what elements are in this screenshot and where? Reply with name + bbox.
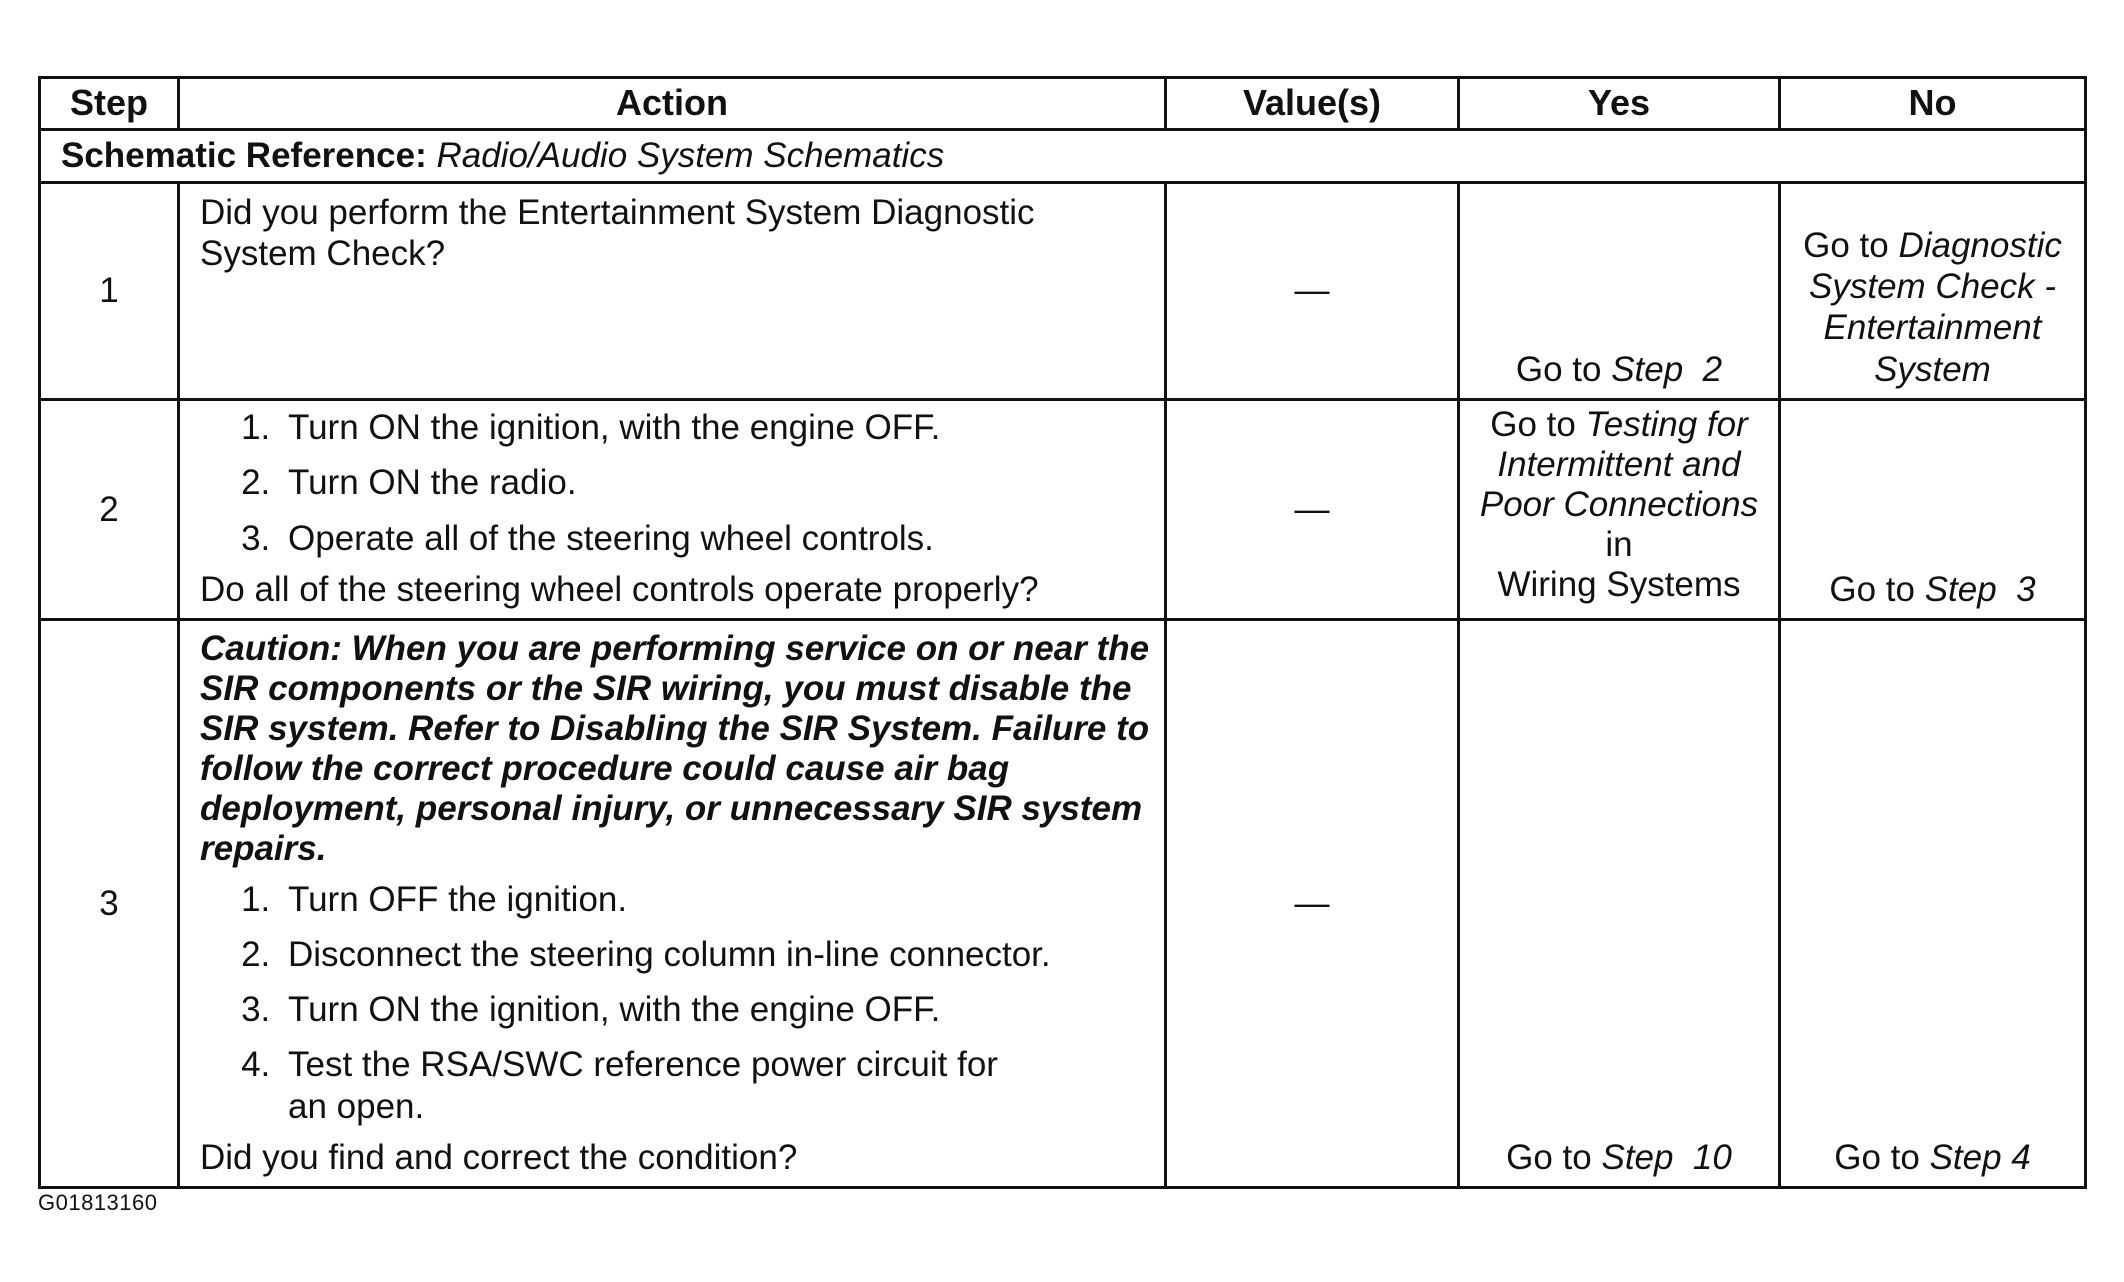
diagnostic-table (38, 76, 2087, 1189)
action-steps-list (200, 879, 1150, 1127)
yes-link[interactable]: Testing for Intermittent and Poor Connections (1479, 405, 1759, 524)
schematic-reference-row (40, 130, 2086, 183)
action-question: Do all of the steering wheel controls operate properly? (200, 569, 1039, 609)
header-values: Value(s) (1166, 78, 1459, 130)
yes-prefix: Go to (1506, 1138, 1592, 1178)
yes-tail: Wiring Systems (1497, 564, 1741, 604)
action-cell (179, 183, 1166, 400)
header-action: Action (179, 78, 1166, 130)
yes-cell (1459, 620, 1780, 1188)
no-cell (1780, 183, 2086, 400)
schematic-reference (40, 130, 2086, 183)
table-row (40, 620, 2086, 1188)
step-number: 1 (40, 183, 179, 400)
figure-id: G01813160 (38, 1190, 158, 1215)
value-cell: — (1166, 400, 1459, 620)
yes-cell (1459, 183, 1780, 400)
step-number: 3 (40, 620, 179, 1188)
value-cell: — (1166, 620, 1459, 1188)
no-link[interactable]: Step 3 (1924, 569, 2036, 609)
action-step-item: 3. Operate all of the steering wheel controls. (280, 518, 1150, 559)
action-step-item: 1. Turn ON the ignition, with the engine OFF. (280, 407, 1150, 448)
action-step-item: 1. Turn OFF the ignition. (280, 879, 1150, 920)
action-question: Did you perform the Entertainment System Diagnostic System Check? (200, 193, 1035, 274)
action-step-item: 4. Test the RSA/SWC reference power circuit for an open. (280, 1044, 1028, 1127)
no-cell (1780, 620, 2086, 1188)
header-yes: Yes (1459, 78, 1780, 130)
yes-link[interactable]: Step 10 (1601, 1138, 1732, 1178)
no-link[interactable]: Diagnostic System Check - Entertainment System (1809, 225, 2062, 389)
caution-text: Caution: When you are performing service on or near the SIR components or the SIR wiring, you must disable the SIR system. Refer to Disabling the SIR System. Failure to follow the correct procedure could cause air bag deployment, personal injury, or unnecessary SIR system repairs. (200, 629, 1150, 868)
no-prefix: Go to (1803, 225, 1889, 265)
schematic-reference-label: Schematic Reference: (61, 136, 427, 176)
header-row (40, 78, 2086, 130)
no-cell (1780, 400, 2086, 620)
yes-prefix: Go to (1515, 349, 1602, 389)
yes-cell (1459, 400, 1780, 620)
action-cell (179, 400, 1166, 620)
yes-link[interactable]: Step 2 (1611, 349, 1723, 389)
yes-mid: in (1605, 524, 1633, 564)
no-prefix: Go to (1829, 569, 1915, 609)
no-link[interactable]: Step 4 (1929, 1138, 2031, 1178)
header-step: Step (40, 78, 179, 130)
no-prefix: Go to (1834, 1138, 1920, 1178)
schematic-reference-link[interactable]: Radio/Audio System Schematics (436, 136, 945, 176)
action-question: Did you find and correct the condition? (200, 1138, 798, 1178)
action-cell (179, 620, 1166, 1188)
yes-prefix: Go to (1490, 405, 1576, 444)
header-no: No (1780, 78, 2086, 130)
action-step-item: 3. Turn ON the ignition, with the engine OFF. (280, 989, 1150, 1030)
table-row (40, 183, 2086, 400)
table-row (40, 400, 2086, 620)
action-step-item: 2. Turn ON the radio. (280, 462, 1150, 503)
value-cell: — (1166, 183, 1459, 400)
step-number: 2 (40, 400, 179, 620)
action-step-item: 2. Disconnect the steering column in-line connector. (280, 934, 1150, 975)
action-steps-list (200, 407, 1150, 559)
